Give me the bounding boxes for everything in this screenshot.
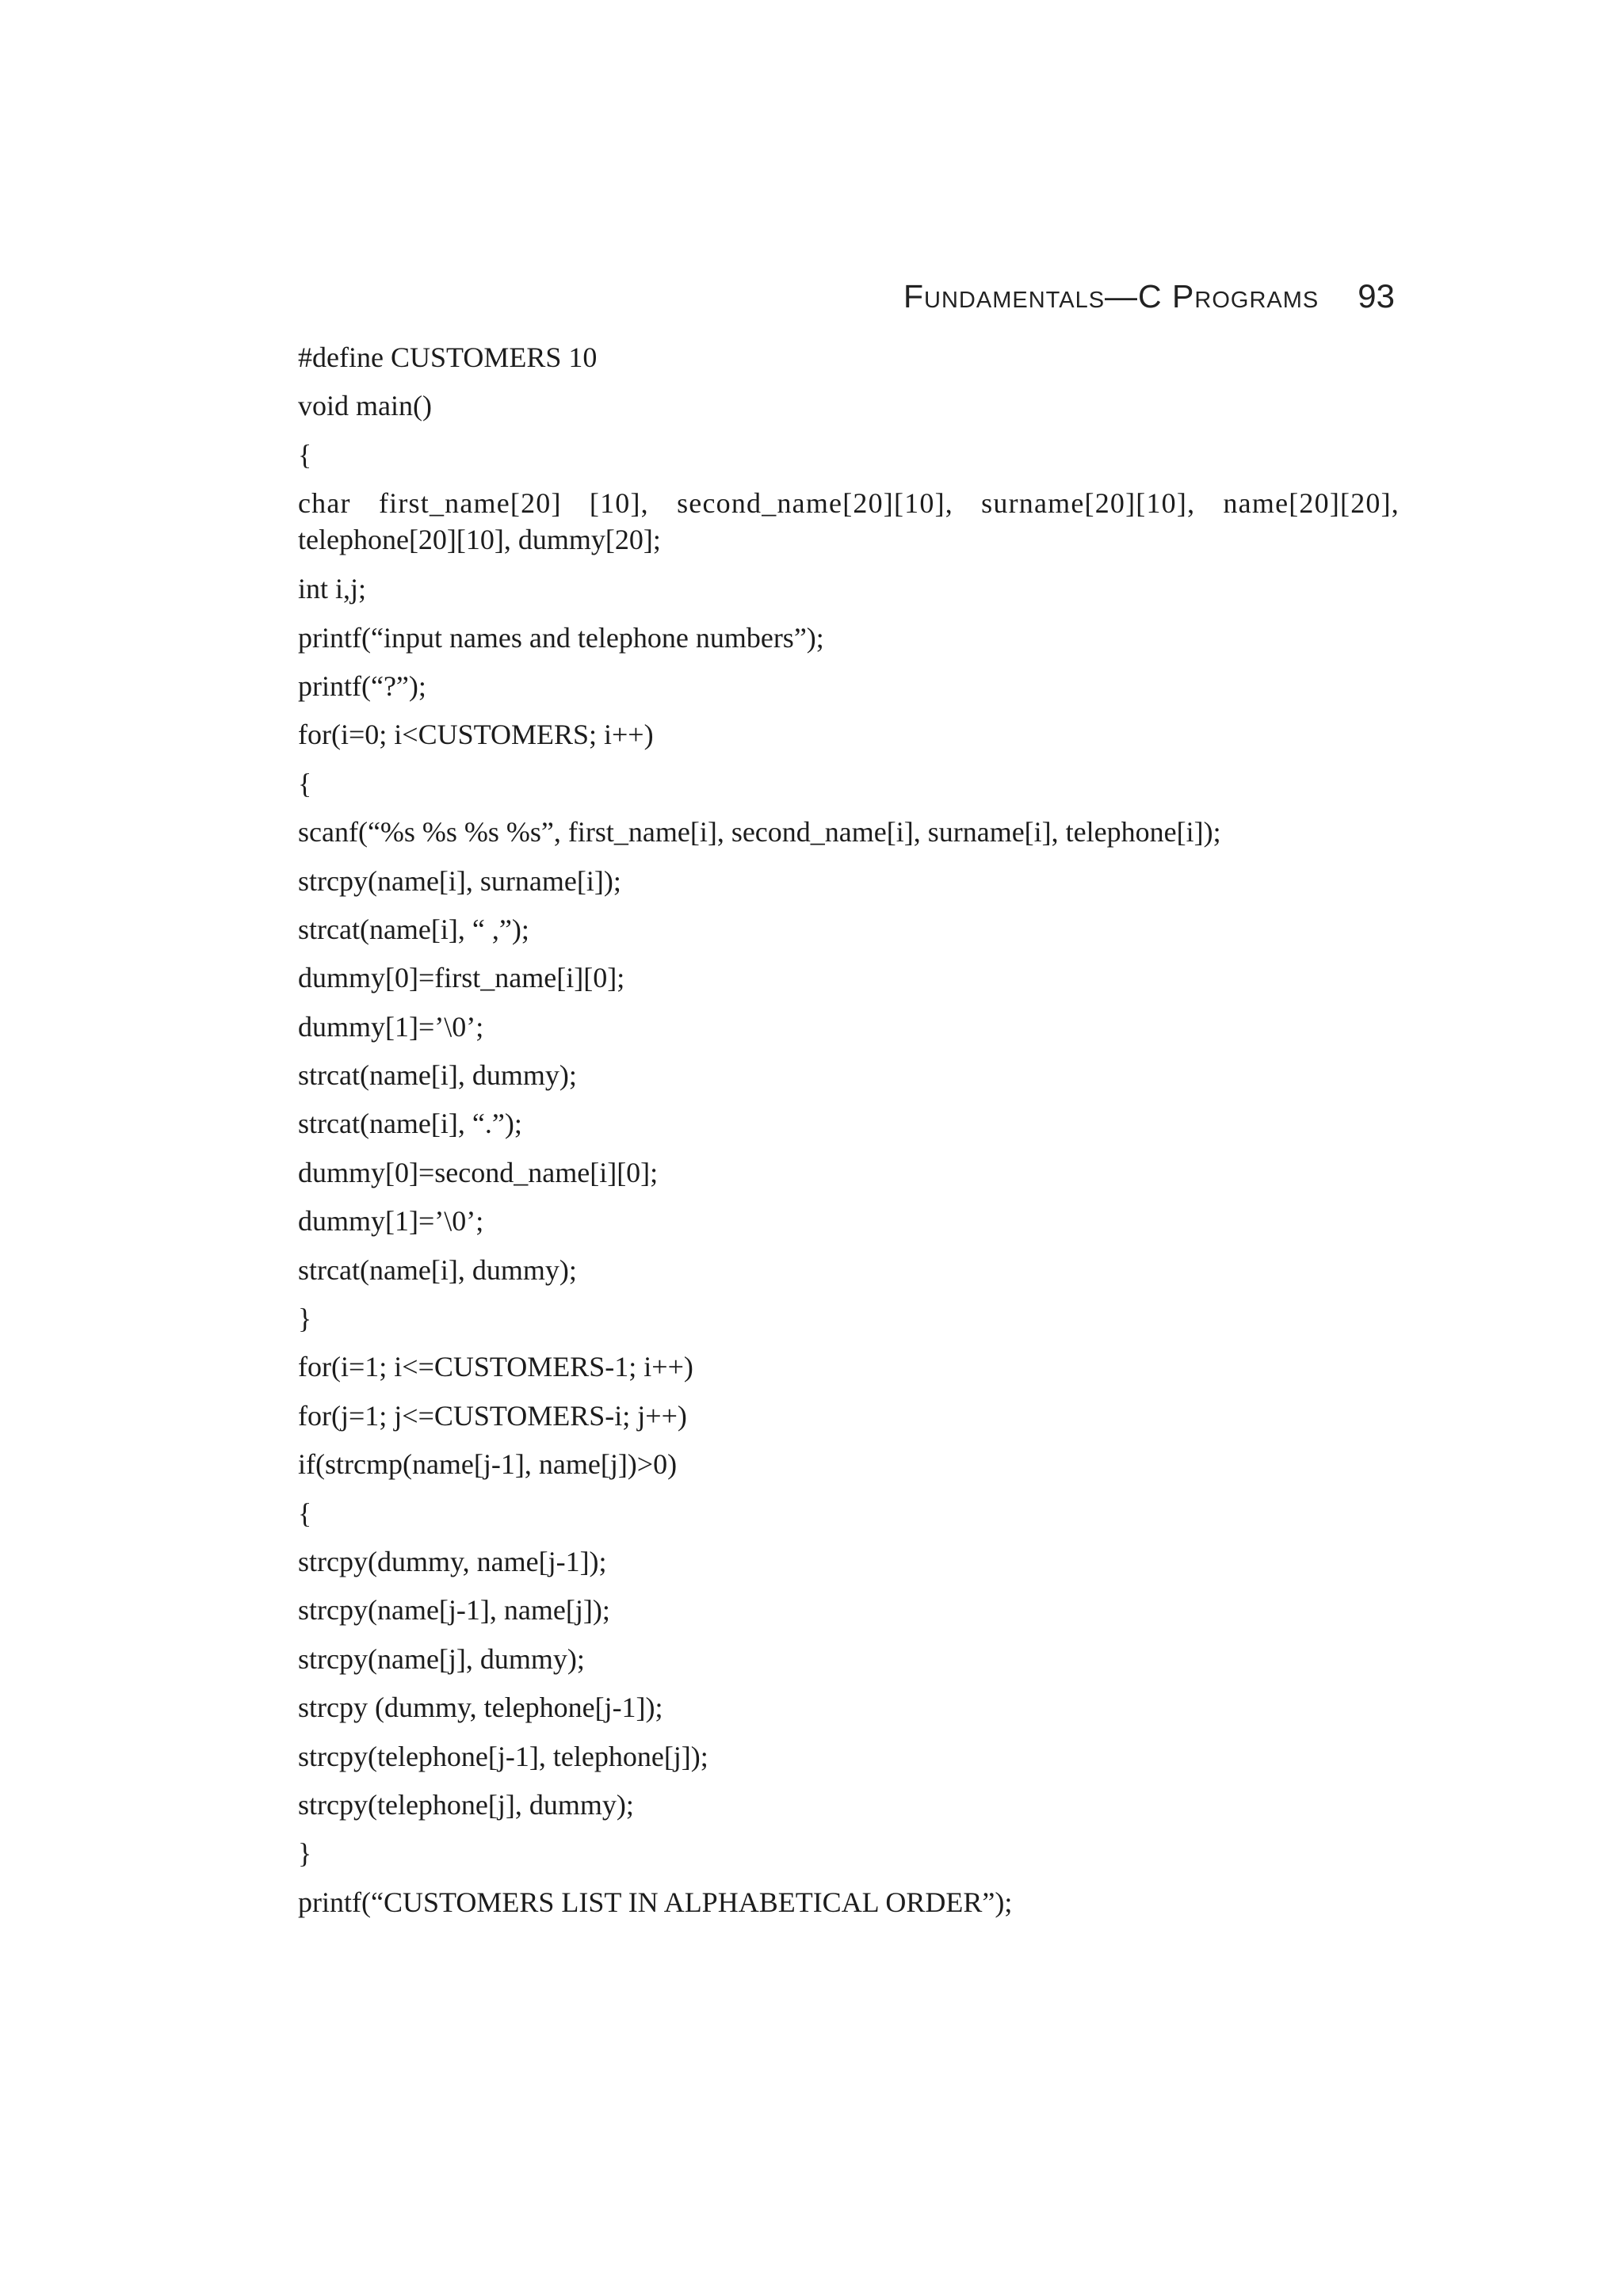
code-line: dummy[1]=’\0’; xyxy=(298,1205,484,1238)
code-line: strcat(name[i], dummy); xyxy=(298,1253,577,1286)
code-line: } xyxy=(298,1302,312,1335)
code-line: strcpy(name[i], surname[i]); xyxy=(298,864,621,897)
code-line: for(i=1; i<=CUSTOMERS-1; i++) xyxy=(298,1351,693,1383)
code-line: strcpy(telephone[j], dummy); xyxy=(298,1788,634,1821)
code-listing xyxy=(298,339,1400,1932)
code-line: { xyxy=(298,438,312,471)
code-line: if(strcmp(name[j-1], name[j])>0) xyxy=(298,1448,678,1481)
page-number: 93 xyxy=(1358,277,1395,315)
code-line: scanf(“%s %s %s %s”, first_name[i], second_name[i], surname[i], telephone[i]); xyxy=(298,816,1221,849)
code-line: for(i=0; i<CUSTOMERS; i++) xyxy=(298,719,654,751)
code-line: { xyxy=(298,1497,312,1529)
code-line: int i,j; xyxy=(298,573,367,605)
code-line: strcpy(name[j-1], name[j]); xyxy=(298,1594,610,1627)
code-line: printf(“?”); xyxy=(298,669,426,702)
code-line: strcat(name[i], “.”); xyxy=(298,1108,522,1140)
code-line: #define CUSTOMERS 10 xyxy=(298,341,598,373)
code-line: printf(“input names and telephone numbers”); xyxy=(298,621,824,654)
code-line: dummy[1]=’\0’; xyxy=(298,1010,484,1043)
code-line: dummy[0]=second_name[i][0]; xyxy=(298,1156,659,1188)
code-line: { xyxy=(298,767,312,799)
code-line: strcat(name[i], dummy); xyxy=(298,1059,577,1092)
code-line: telephone[20][10], dummy[20]; xyxy=(298,524,661,556)
code-line: strcpy(dummy, name[j-1]); xyxy=(298,1545,607,1577)
running-header xyxy=(903,273,1395,320)
code-line: for(j=1; j<=CUSTOMERS-i; j++) xyxy=(298,1399,687,1432)
code-line: } xyxy=(298,1837,312,1870)
code-line: char first_name[20] [10], second_name[20][10], surname[20][10], name[20][20], xyxy=(298,487,1400,520)
code-line: strcpy(name[j], dummy); xyxy=(298,1642,585,1675)
code-line: strcpy (dummy, telephone[j-1]); xyxy=(298,1691,663,1724)
code-line: strcpy(telephone[j-1], telephone[j]); xyxy=(298,1740,708,1772)
running-header-title: Fundamentals—C Programs xyxy=(903,278,1319,315)
code-line: printf(“CUSTOMERS LIST IN ALPHABETICAL ORDER”); xyxy=(298,1886,1013,1918)
code-line: strcat(name[i], “ ,”); xyxy=(298,913,529,945)
code-line: void main() xyxy=(298,390,432,422)
code-line: dummy[0]=first_name[i][0]; xyxy=(298,962,625,994)
